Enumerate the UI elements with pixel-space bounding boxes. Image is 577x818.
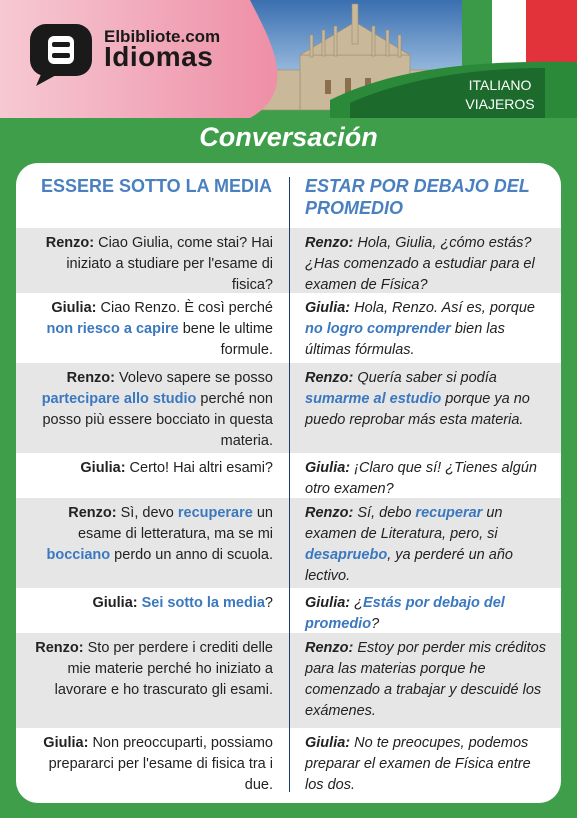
tag-language: ITALIANO [468,77,532,93]
italian-line [24,233,273,296]
page-title: Conversación [199,122,378,152]
italian-line [24,733,273,796]
dialogue-text: No te preocupes, podemos preparar el examen de Física entre los dos. [305,735,531,793]
italian-line [24,368,273,452]
spanish-line [305,638,551,722]
dialogue-text: ? [371,616,380,632]
italian-line [24,503,273,566]
speaker-name: Renzo: [35,640,84,656]
column-divider [289,177,290,792]
spanish-line [305,593,551,635]
elbibliote-logo-icon [28,22,98,88]
dialogue-text: , ya perderé un año lectivo. [305,547,513,584]
dialogue-text: porque ya no puedo reprobar más esta materia. [305,391,530,428]
brand-site-name: Elbibliote.com [104,27,221,46]
highlighted-phrase: recuperar [415,505,483,521]
speaker-name: Giulia: [80,460,126,476]
dialogue-text: Quería saber si podía [353,370,497,386]
dialogue-text: Hola, Renzo. Así es, porque [350,300,535,316]
dialogue-text: ¿ [350,595,364,611]
speaker-name: Giulia: [43,735,89,751]
spanish-line [305,233,551,296]
italian-line [24,458,273,479]
dialogue-text: Non preoccuparti, possiamo prepararci per l'esame di fisica tra i due. [48,735,273,793]
category-tag [450,76,550,114]
spanish-line [305,368,551,431]
speaker-name: Giulia: [92,595,138,611]
speaker-name: Renzo: [305,370,354,386]
header-spanish: ESTAR POR DEBAJO DEL PROMEDIO [305,176,530,218]
speaker-name: Renzo: [45,235,95,251]
dialogue-text: Ciao Renzo. È così perché [96,300,273,316]
dialogue-text: ¡Claro que sí! ¿Tienes algún otro examen? [305,460,537,497]
highlighted-phrase: no logro comprender [305,321,451,337]
dialogue-text: Hola, Giulia, ¿cómo estás? ¿Has comenzado a estudiar para el examen de Física? [305,235,535,293]
dialogue-text: bene le ultime formule. [178,321,273,358]
brand-title: Idiomas [104,41,214,72]
spanish-line [305,458,551,500]
speaker-name: Renzo: [305,235,354,251]
dialogue-text: Sì, devo [116,505,178,521]
highlighted-phrase: sumarme al estudio [305,391,442,407]
header-italian: ESSERE SOTTO LA MEDIA [40,176,272,196]
speaker-name: Giulia: [51,300,97,316]
highlighted-phrase: desapruebo [305,547,388,563]
speaker-name: Renzo: [305,505,354,521]
dialogue-text: perdo un anno di scuola. [110,547,273,563]
dialogue-text: perché non posso più essere bocciato in questa materia. [42,391,273,449]
dialogue-text: Estoy por perder mis créditos para las materias porque he comenzado a trabajar y descuidé los exámenes. [305,640,546,719]
highlighted-phrase: bocciano [46,547,111,563]
spanish-line [305,733,551,796]
highlighted-phrase: non riesco a capire [46,321,179,337]
conversation-card [16,163,561,803]
speaker-name: Renzo: [68,505,117,521]
italian-line [24,298,273,361]
speaker-name: Giulia: [305,735,351,751]
italian-line [24,638,273,701]
highlighted-phrase: Estás por debajo del promedio [305,595,505,632]
dialogue-text: un examen de Literatura, pero, si [305,505,503,542]
dialogue-text: un esame di letteratura, ma se mi [77,505,273,542]
header [0,0,577,118]
speaker-name: Renzo: [66,370,115,386]
dialogue-text: Volevo sapere se posso [115,370,273,386]
speaker-name: Giulia: [305,300,351,316]
highlighted-phrase: recuperare [177,505,253,521]
dialogue-text: Sto per perdere i crediti delle mie materie perché ho iniziato a lavorare e ho trascurato gli esami. [54,640,273,698]
highlighted-phrase: partecipare allo studio [41,391,197,407]
dialogue-text: ? [264,595,273,611]
speaker-name: Renzo: [305,640,354,656]
tag-topic: VIAJEROS [465,96,535,112]
dialogue-text: bien las últimas fórmulas. [305,321,505,358]
spanish-line [305,298,551,361]
speaker-name: Giulia: [305,595,351,611]
dialogue-text: Certo! Hai altri esami? [125,460,273,476]
dialogue-text: Ciao Giulia, come stai? Hai iniziato a studiare per l'esame di fisica? [66,235,273,293]
italian-line [24,593,273,614]
speaker-name: Giulia: [305,460,351,476]
highlighted-phrase: Sei sotto la media [141,595,265,611]
spanish-line [305,503,551,587]
dialogue-text: Sí, debo [353,505,416,521]
